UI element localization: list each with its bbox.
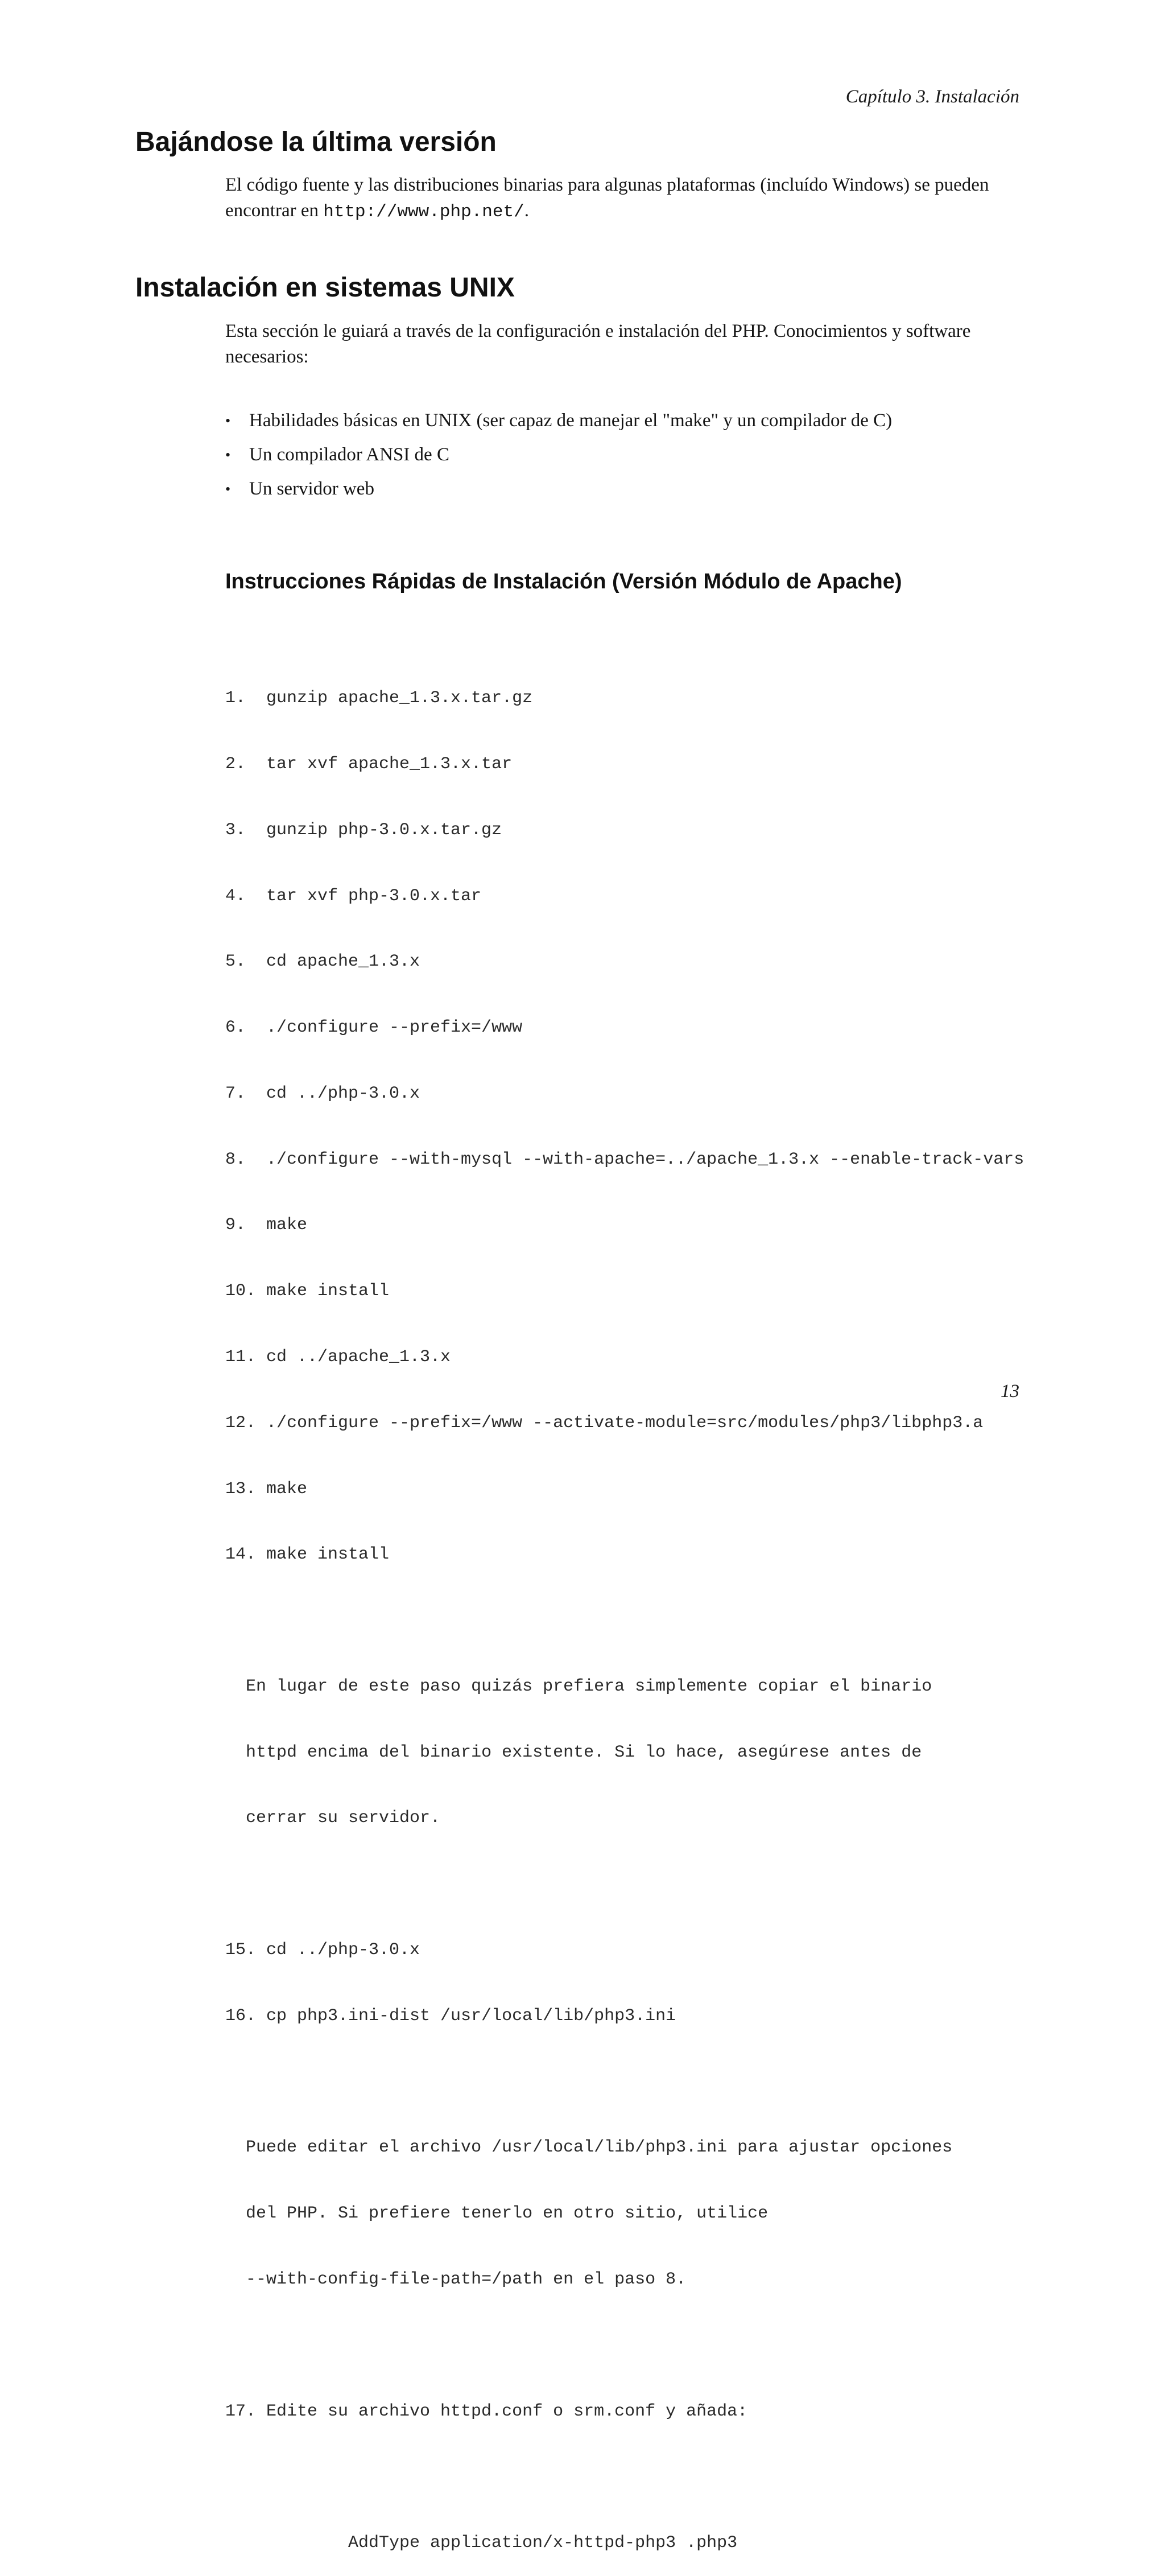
list-item [225, 408, 892, 442]
step-number: 1. [225, 689, 246, 708]
step-command: make [266, 1215, 308, 1235]
install-steps-code-block [225, 644, 1024, 2576]
list-item [225, 476, 892, 510]
code-line-step [225, 1214, 1024, 1237]
heading-download: Bajándose la última versión [135, 127, 497, 157]
code-line-step [225, 753, 1024, 776]
step-command: cd ../php-3.0.x [266, 1083, 420, 1103]
page-number: 13 [1001, 1381, 1019, 1402]
unix-paragraph-line2: necesarios: [225, 347, 309, 367]
code-line-step [225, 1412, 1024, 1435]
note-line: --with-config-file-path=/path en el paso 8. [246, 2269, 687, 2289]
note-line: En lugar de este paso quizás prefiera simplemente copiar el binario [246, 1676, 932, 1696]
addtype-directive: AddType application/x-httpd-php3 .php3 [348, 2533, 738, 2553]
step-number: 17. [225, 2401, 257, 2421]
step-number: 6. [225, 1018, 246, 1038]
step-command: gunzip apache_1.3.x.tar.gz [266, 689, 533, 708]
code-blank-line [225, 1610, 1024, 1632]
code-line-step [225, 1478, 1024, 1501]
step-number: 12. [225, 1413, 257, 1433]
download-paragraph-line2-suffix: . [524, 200, 529, 221]
step-number: 10. [225, 1281, 257, 1301]
step-number: 3. [225, 820, 246, 840]
step-number: 16. [225, 2006, 257, 2026]
code-line-step [225, 2401, 1024, 2423]
step-number: 7. [225, 1083, 246, 1103]
step-command: cp php3.ini-dist /usr/local/lib/php3.ini [266, 2006, 676, 2026]
step-number: 15. [225, 1940, 257, 1960]
step-command: ./configure --prefix=/www [266, 1018, 523, 1038]
note-line: cerrar su servidor. [246, 1808, 441, 1828]
code-blank-line [225, 1873, 1024, 1895]
step-command: ./configure --with-mysql --with-apache=../apache_1.3.x --enable-track-vars [266, 1149, 1024, 1169]
step-command: Edite su archivo httpd.conf o srm.conf y añada: [266, 2401, 748, 2421]
code-line-step [225, 885, 1024, 908]
code-line-step [225, 1544, 1024, 1566]
step-number: 9. [225, 1215, 246, 1235]
heading-quick-install: Instrucciones Rápidas de Instalación (Versión Módulo de Apache) [225, 570, 902, 593]
download-paragraph-line1: El código fuente y las distribuciones binarias para algunas plataformas (incluído Windows) se pueden [225, 175, 989, 195]
step-command: cd apache_1.3.x [266, 952, 420, 972]
step-number: 4. [225, 886, 246, 906]
code-line-step [225, 951, 1024, 973]
code-line-step [225, 1346, 1024, 1369]
bullet-icon: • [225, 413, 231, 429]
step-command: tar xvf apache_1.3.x.tar [266, 754, 513, 774]
step-command: make install [266, 1545, 390, 1565]
requirements-list [225, 408, 892, 510]
code-line-step [225, 1083, 1024, 1105]
unix-paragraph [225, 319, 1022, 370]
step-command: tar xvf php-3.0.x.tar [266, 886, 482, 906]
code-line-step [225, 1017, 1024, 1039]
note-line: del PHP. Si prefiere tenerlo en otro sitio, utilice [246, 2204, 769, 2224]
download-paragraph [225, 172, 1022, 225]
step-number: 13. [225, 1479, 257, 1499]
bullet-icon: • [225, 447, 231, 463]
list-item-text: Habilidades básicas en UNIX (ser capaz de manejar el "make" y un compilador de C) [249, 410, 893, 431]
code-blank-line [225, 2466, 1024, 2488]
heading-unix: Instalación en sistemas UNIX [135, 273, 515, 303]
step-number: 11. [225, 1347, 257, 1367]
download-paragraph-line2-prefix: encontrar en [225, 200, 324, 221]
step-command: gunzip php-3.0.x.tar.gz [266, 820, 502, 840]
note-line: httpd encima del binario existente. Si lo hace, asegúrese antes de [246, 1742, 922, 1762]
code-blank-line [225, 2335, 1024, 2357]
step-command: ./configure --prefix=/www --activate-module=src/modules/php3/libphp3.a [266, 1413, 984, 1433]
php-url-link[interactable]: http://www.php.net/ [323, 202, 524, 222]
list-item-text: Un servidor web [249, 479, 374, 499]
list-item-text: Un compilador ANSI de C [249, 444, 449, 465]
unix-paragraph-line1: Esta sección le guiará a través de la configuración e instalación del PHP. Conocimientos y software [225, 321, 971, 341]
code-line-step [225, 687, 1024, 710]
step-number: 14. [225, 1545, 257, 1565]
code-line-step [225, 2005, 1024, 2027]
code-line-step [225, 1280, 1024, 1303]
running-header: Capítulo 3. Instalación [845, 86, 1019, 107]
code-line-step [225, 1149, 1024, 1171]
code-line-step [225, 819, 1024, 842]
step-number: 2. [225, 754, 246, 774]
step-command: make [266, 1479, 308, 1499]
step-command: cd ../apache_1.3.x [266, 1347, 451, 1367]
step-number: 8. [225, 1149, 246, 1169]
note-line: Puede editar el archivo /usr/local/lib/php3.ini para ajustar opciones [246, 2138, 953, 2158]
step-number: 5. [225, 952, 246, 972]
step-command: make install [266, 1281, 390, 1301]
code-line-step [225, 1939, 1024, 1961]
step-command: cd ../php-3.0.x [266, 1940, 420, 1960]
code-blank-line [225, 2071, 1024, 2093]
bullet-icon: • [225, 481, 231, 497]
list-item [225, 442, 892, 476]
